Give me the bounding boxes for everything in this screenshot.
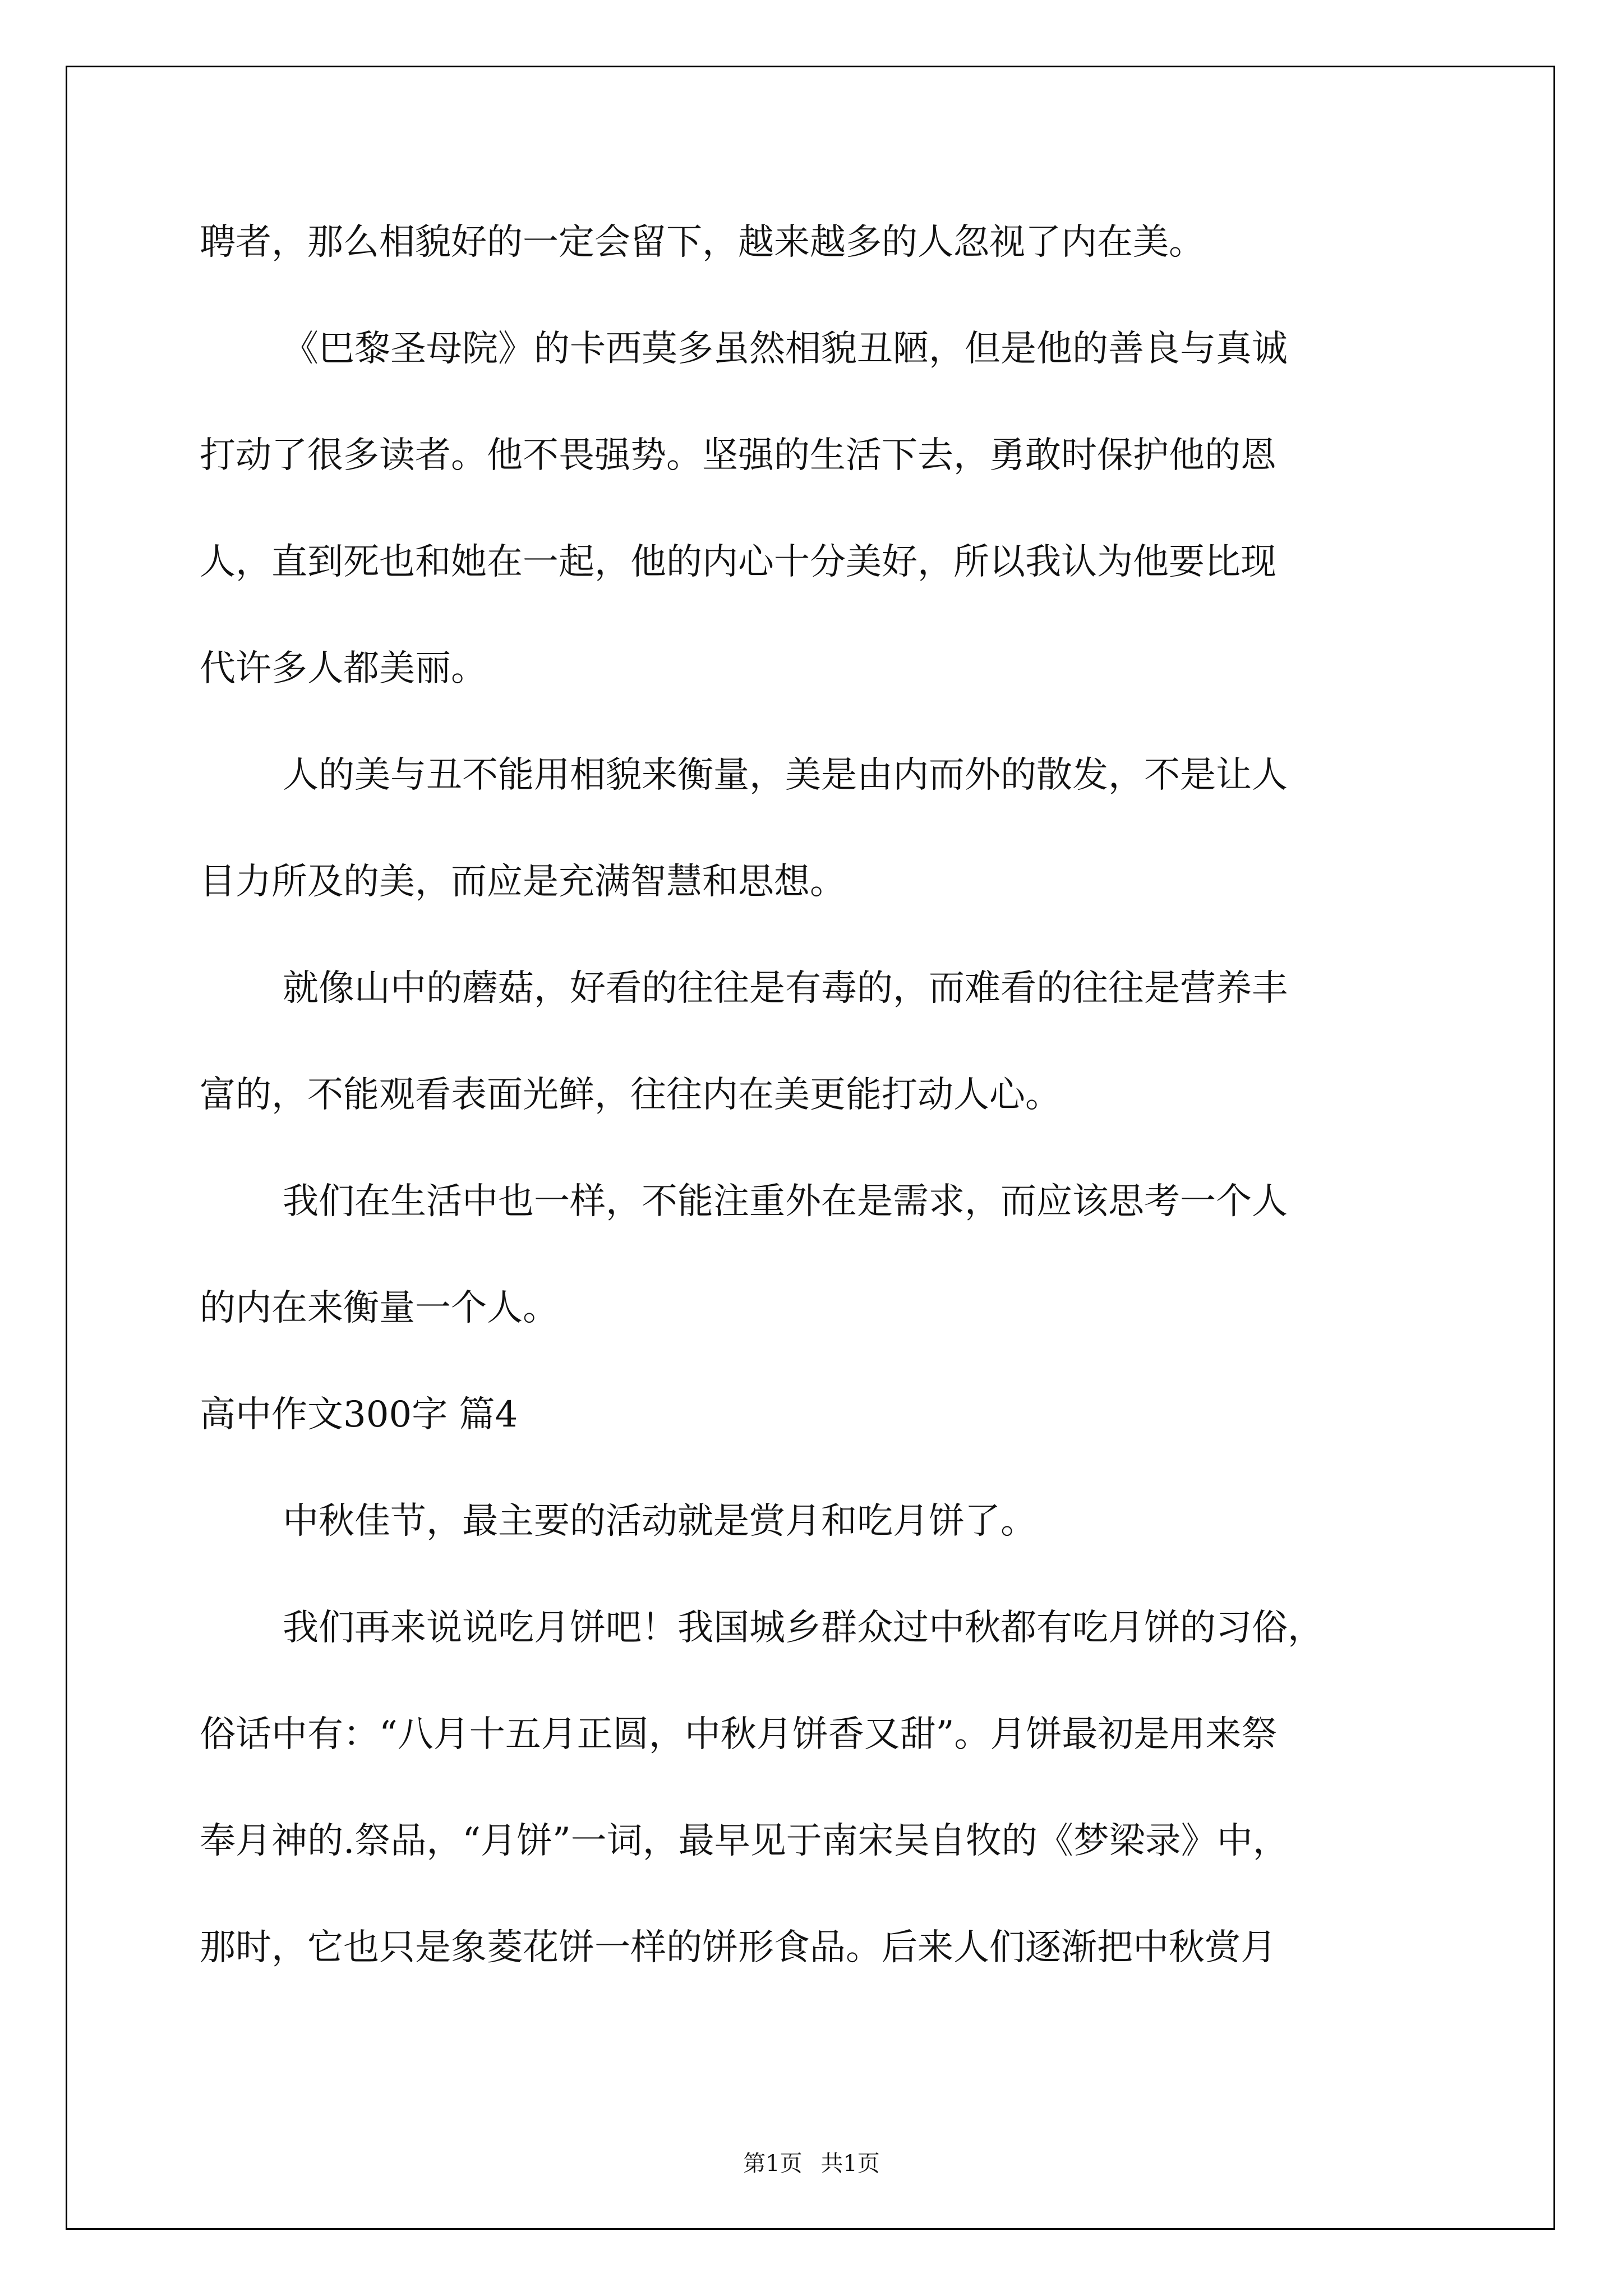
- section-heading: 高中作文300字 篇4: [200, 1394, 518, 1435]
- text-line: 人，直到死也和她在一起，他的内心十分美好，所以我认为他要比现: [200, 541, 1276, 583]
- text-line: 目力所及的美，而应是充满智慧和思想。: [200, 861, 846, 903]
- page-border: [66, 66, 1555, 2230]
- page-total: 共1页: [820, 2151, 880, 2177]
- text-line: 代许多人都美丽。: [200, 648, 487, 689]
- text-line: 人的美与丑不能用相貌来衡量，美是由内而外的散发，不是让人: [283, 754, 1288, 796]
- text-line: 富的，不能观看表面光鲜，往往内在美更能打动人心。: [200, 1074, 1061, 1116]
- text-line: 聘者，那么相貌好的一定会留下，越来越多的人忽视了内在美。: [200, 222, 1205, 263]
- text-line: 奉月神的.祭品，“月饼”一词，最早见于南宋吴自牧的《梦梁录》中，: [200, 1820, 1289, 1862]
- text-line: 那时，它也只是象菱花饼一样的饼形食品。后来人们逐渐把中秋赏月: [200, 1927, 1276, 1968]
- text-line: 俗话中有：“八月十五月正圆，中秋月饼香又甜”。月饼最初是用来祭: [200, 1714, 1278, 1755]
- text-line: 《巴黎圣母院》的卡西莫多虽然相貌丑陋，但是他的善良与真诚: [283, 328, 1288, 370]
- text-line: 我们在生活中也一样，不能注重外在是需求，而应该思考一个人: [283, 1181, 1288, 1222]
- page-footer: [0, 2146, 1623, 2178]
- page-number: 第1页: [743, 2151, 803, 2177]
- text-line: 的内在来衡量一个人。: [200, 1287, 559, 1329]
- text-line: 打动了很多读者。他不畏强势。坚强的生活下去，勇敢时保护他的恩: [200, 435, 1276, 476]
- text-line: 中秋佳节，最主要的活动就是赏月和吃月饼了。: [283, 1501, 1036, 1542]
- text-line: 我们再来说说吃月饼吧！我国城乡群众过中秋都有吃月饼的习俗，: [283, 1607, 1324, 1649]
- text-line: 就像山中的蘑菇，好看的往往是有毒的，而难看的往往是营养丰: [283, 968, 1288, 1009]
